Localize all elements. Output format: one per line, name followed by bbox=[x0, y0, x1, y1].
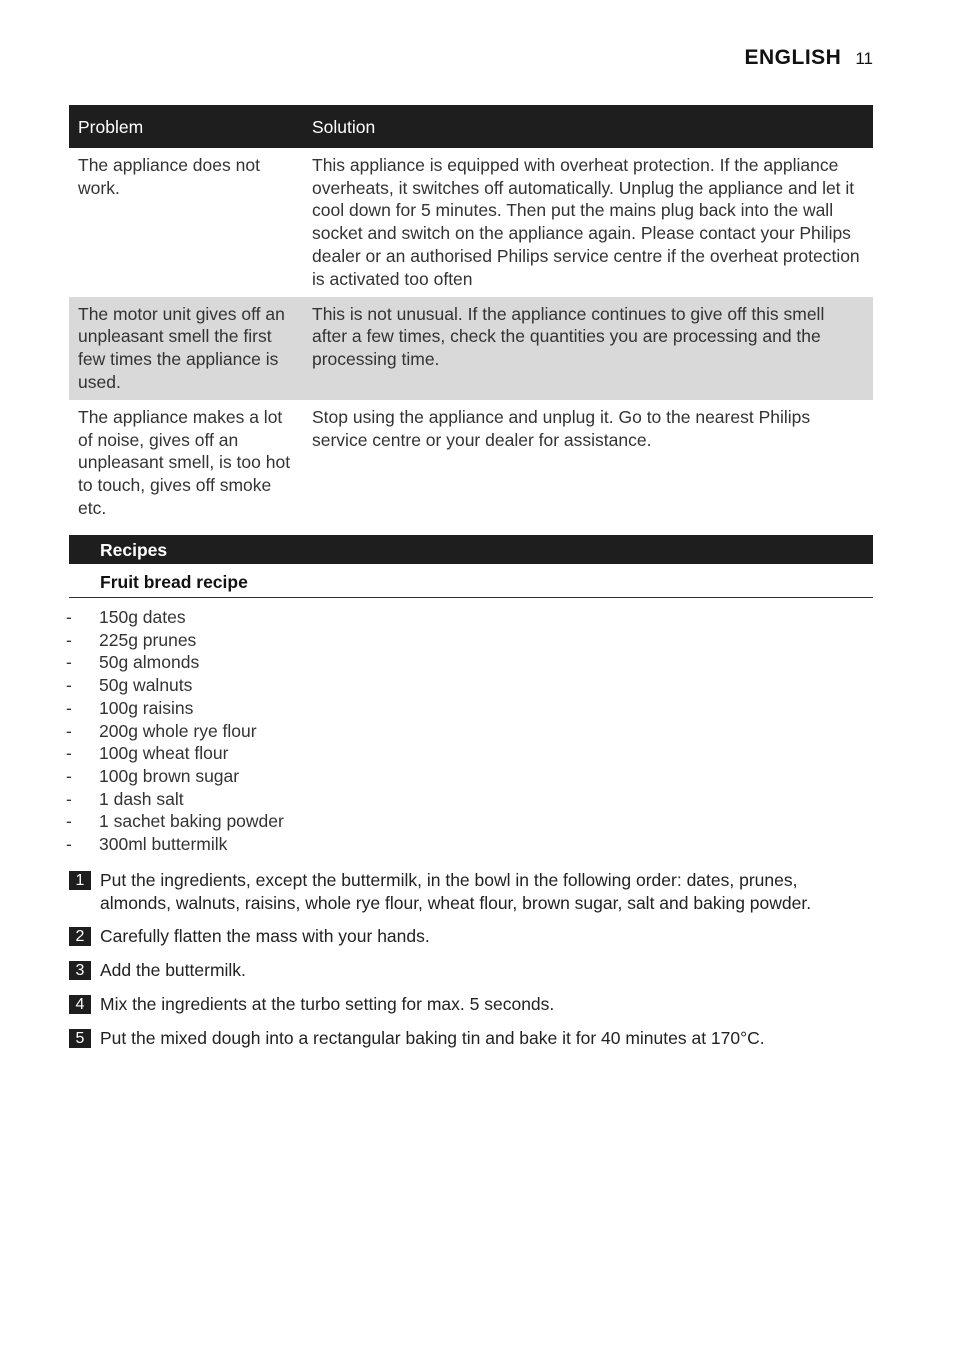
ingredient-text: 150g dates bbox=[99, 607, 186, 627]
ingredient-text: 100g wheat flour bbox=[99, 743, 229, 764]
step-text: Put the mixed dough into a rectangular baking tin and bake it for 40 minutes at 170°C. bbox=[100, 1027, 765, 1048]
troubleshooting-table bbox=[69, 105, 873, 526]
recipe-title: Fruit bread recipe bbox=[69, 572, 873, 598]
language-label: ENGLISH bbox=[744, 46, 842, 69]
step-text: Mix the ingredients at the turbo setting for max. 5 seconds. bbox=[100, 993, 555, 1014]
page-header bbox=[745, 46, 874, 70]
problem-cell: The appliance does not work. bbox=[78, 154, 260, 198]
step-number-badge: 1 bbox=[69, 871, 91, 890]
solution-cell: This is not unusual. If the appliance continues to give off this smell after a few times, check the quantities you are processing and the processing time. bbox=[303, 297, 873, 400]
table-row bbox=[69, 148, 873, 297]
list-item bbox=[66, 651, 284, 674]
solution-cell: This appliance is equipped with overheat protection. If the appliance overheats, it switches off automatically. Unplug the appliance and let it cool down for 5 minutes. Then put the mains plug back into the wall socket and switch on the appliance again. Please contact your Philips dealer or an authorised Philips service centre if the overheat protection is activated too often bbox=[312, 154, 860, 289]
list-item bbox=[66, 833, 284, 856]
list-item bbox=[66, 674, 284, 697]
problem-cell: The appliance makes a lot of noise, gives off an unpleasant smell, is too hot to touch, gives off smoke etc. bbox=[78, 406, 291, 518]
list-item bbox=[66, 765, 284, 788]
ingredient-text: 200g whole rye flour bbox=[99, 720, 257, 741]
list-bullet: - bbox=[66, 697, 72, 718]
step-number-badge: 5 bbox=[69, 1029, 91, 1048]
recipe-steps bbox=[69, 869, 869, 1060]
list-item bbox=[66, 742, 284, 765]
step-item bbox=[69, 993, 869, 1016]
step-item bbox=[69, 1027, 869, 1050]
solution-cell: Stop using the appliance and unplug it. Go to the nearest Philips service centre or your dealer for assistance. bbox=[312, 406, 811, 450]
list-item bbox=[66, 810, 284, 833]
step-text: Put the ingredients, except the buttermilk, in the bowl in the following order: dates, prunes, almonds, walnuts, raisins, whole rye flour, wheat flour, brown sugar, salt and baking powder. bbox=[100, 870, 812, 913]
list-bullet: - bbox=[66, 652, 72, 673]
step-text: Add the buttermilk. bbox=[100, 960, 246, 981]
step-number-badge: 4 bbox=[69, 995, 91, 1014]
ingredient-text: 50g walnuts bbox=[99, 675, 193, 696]
list-bullet: - bbox=[66, 788, 72, 809]
list-bullet: - bbox=[66, 743, 72, 764]
list-item bbox=[66, 788, 284, 811]
page-number: 11 bbox=[855, 49, 873, 68]
list-bullet: - bbox=[66, 675, 72, 696]
list-bullet: - bbox=[66, 629, 72, 650]
ingredient-text: 50g almonds bbox=[99, 652, 200, 673]
list-item bbox=[66, 720, 284, 743]
list-bullet: - bbox=[66, 834, 72, 855]
list-bullet: - bbox=[66, 720, 72, 741]
list-item bbox=[66, 629, 284, 652]
table-header-row bbox=[69, 105, 873, 148]
ingredient-text: 1 sachet baking powder bbox=[99, 811, 284, 832]
ingredient-text: 100g brown sugar bbox=[99, 765, 240, 786]
section-title-recipes: Recipes bbox=[69, 535, 873, 564]
column-header-problem: Problem bbox=[69, 105, 303, 148]
list-item bbox=[66, 697, 284, 720]
step-number-badge: 3 bbox=[69, 961, 91, 980]
ingredient-text: 300ml buttermilk bbox=[99, 834, 228, 855]
step-item bbox=[69, 959, 869, 982]
ingredient-list bbox=[66, 606, 284, 856]
step-item bbox=[69, 869, 869, 914]
step-number-badge: 2 bbox=[69, 927, 91, 946]
ingredient-text: 1 dash salt bbox=[99, 788, 184, 809]
list-bullet: - bbox=[66, 765, 72, 786]
table-row bbox=[69, 297, 873, 400]
table-row bbox=[69, 400, 873, 526]
list-bullet: - bbox=[66, 607, 72, 627]
step-text: Carefully flatten the mass with your hands. bbox=[100, 926, 430, 947]
column-header-solution: Solution bbox=[303, 105, 873, 148]
step-item bbox=[69, 925, 869, 948]
ingredient-text: 100g raisins bbox=[99, 697, 194, 718]
ingredient-text: 225g prunes bbox=[99, 629, 197, 650]
list-item bbox=[66, 606, 284, 629]
problem-cell: The motor unit gives off an unpleasant smell the first few times the appliance is used. bbox=[69, 297, 303, 400]
list-bullet: - bbox=[66, 811, 72, 832]
